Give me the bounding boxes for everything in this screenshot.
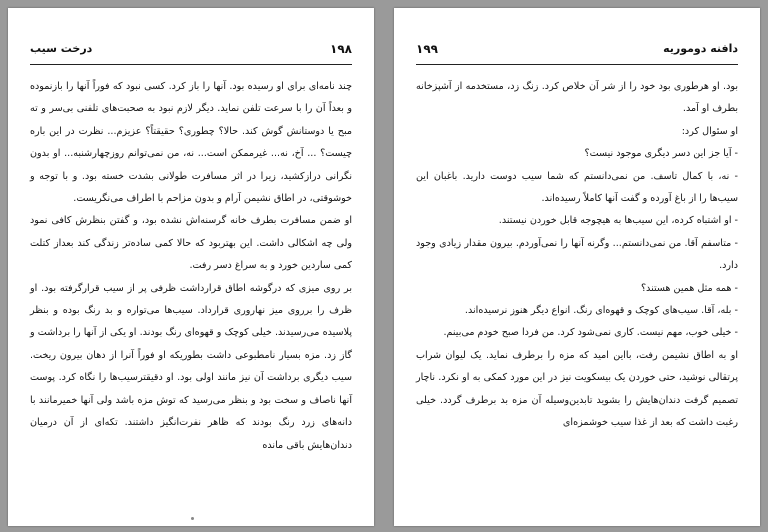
paragraph: او به اطاق نشیمن رفت، بااین امید که مزه را برطرف نماید. یک لیوان شراب پرتقالی نوشید، حتی خوردن یک بیسکویت نیز در این مورد کمکی به او نکرد. ناچار تصمیم گرفت دندان‌هایش را بشوید تابدین‌وسیله آن مزه بد برطرف گردد. خیلی رغبت داشت که بعد از غذا سیب خوشمزه‌ای	[416, 349, 738, 429]
left-running-title: درخت سیب	[30, 42, 93, 55]
paragraph: بر روی میزی که درگوشه اطاق قرارداشت ظرفی پر از سیب قرارگرفته بود. او ظرف را برروی میز نهاروری قرارداد. سیب‌ها می‌تواره و بد رنگ بوده و بنظر پلاسیده می‌رسیدند. خیلی کوچک و قهوه‌ای رنگ بودند. او یکی از آنها را برداشت و گاز زد. مزه بسیار نامطبوعی داشت بطوریکه او فوراً آنرا از دهان بیرون ریخت. سیب دیگری برداشت آن نیز مانند اولی بود. او دقیقترسیب‌ها را نگاه کرد. پوست آنها ناصاف و سخت بود و بنظر می‌رسید که توش مزه باشد ولی آنها خمیرمانند با دانه‌های زرد رنگ بودند که ظاهر نفرت‌انگیز داشتند. تکه‌ای از آن درمیان دندان‌هایش باقی مانده	[30, 282, 352, 451]
right-page-number: ۱۹۹	[416, 42, 438, 56]
paragraph: بود. او هرطوری بود خود را از شر آن خلاص کرد. زنگ زد، مستخدمه از آشپزخانه بطرف او آمد.	[416, 81, 738, 115]
left-page	[8, 8, 374, 526]
dialogue-line: - او اشتباه کرده، این سیب‌ها به هیچوجه قابل خوردن نیستند.	[498, 215, 738, 227]
page-mark	[191, 517, 194, 520]
dialogue-line: - متاسفم آقا. من نمی‌دانستم... وگرنه آنها را نمی‌آوردم. بیرون مقدار زیادی وجود دارد.	[416, 237, 738, 272]
dialogue-line: - نه، با کمال تاسف. من نمی‌دانستم که شما سیب دوست دارید. باغبان این سیب‌ها را از باغ آورده و گفت آنها کاملاً رسیده‌اند.	[416, 170, 738, 205]
paragraph: چند نامه‌ای برای او رسیده بود. آنها را باز کرد. کسی نبود که فوراً آنها را بازنموده و بعداً آن را با سرعت تلفن نماید. دیگر لازم نبود به صحبت‌های تلفنی بی‌سر و ته مبح یا دوستانش گوش کند. حالا؟ چطوری؟ حقیقتاً؟ عزیزم... نظرت در این باره چیست؟ ... آخ، نه... غیرممکن است... نه، من نمی‌توانم روزچهارشنبه... او بدون نگرانی درازکشید، زیرا در اثر مسافرت طولانی بشدت خسته بود. و با توجه و خوشوقتی، در اطاق نشیمن آرام و بدون مزاحم با اطراف می‌نگریست.	[30, 81, 352, 205]
dialogue-line: - خیلی خوب، مهم نیست. کاری نمی‌شود کرد. من فردا صبح خودم می‌بینم.	[443, 327, 738, 339]
dialogue-line: - آیا جز این دسر دیگری موجود نیست؟	[584, 148, 738, 160]
paragraph: او سئوال کرد:	[681, 125, 738, 137]
dialogue-line: - بله، آقا. سیب‌های کوچک و قهوه‌ای رنگ. انواع دیگر هنوز نرسیده‌اند.	[464, 305, 738, 317]
paragraph: او ضمن مسافرت بطرف خانه گرسنه‌اش نشده بود، و گفتن بنظرش کافی نمود ولی چه اشکالی داشت. این بهتربود که حالا کمی ساده‌تر زندگی کند بعداز کتلت کمی ساردین خورد و به سراغ دسر رفت.	[30, 215, 352, 272]
right-page-body	[416, 76, 738, 435]
dialogue-line: - همه مثل همین هستند؟	[640, 282, 738, 294]
right-page-header	[416, 42, 738, 58]
left-header-rule	[30, 64, 352, 65]
left-page-header	[30, 42, 352, 58]
left-page-body	[30, 76, 352, 457]
left-page-number: ۱۹۸	[330, 42, 352, 56]
right-running-title: دافنه دوموریه	[663, 42, 738, 55]
right-header-rule	[416, 64, 738, 65]
right-page	[394, 8, 760, 526]
